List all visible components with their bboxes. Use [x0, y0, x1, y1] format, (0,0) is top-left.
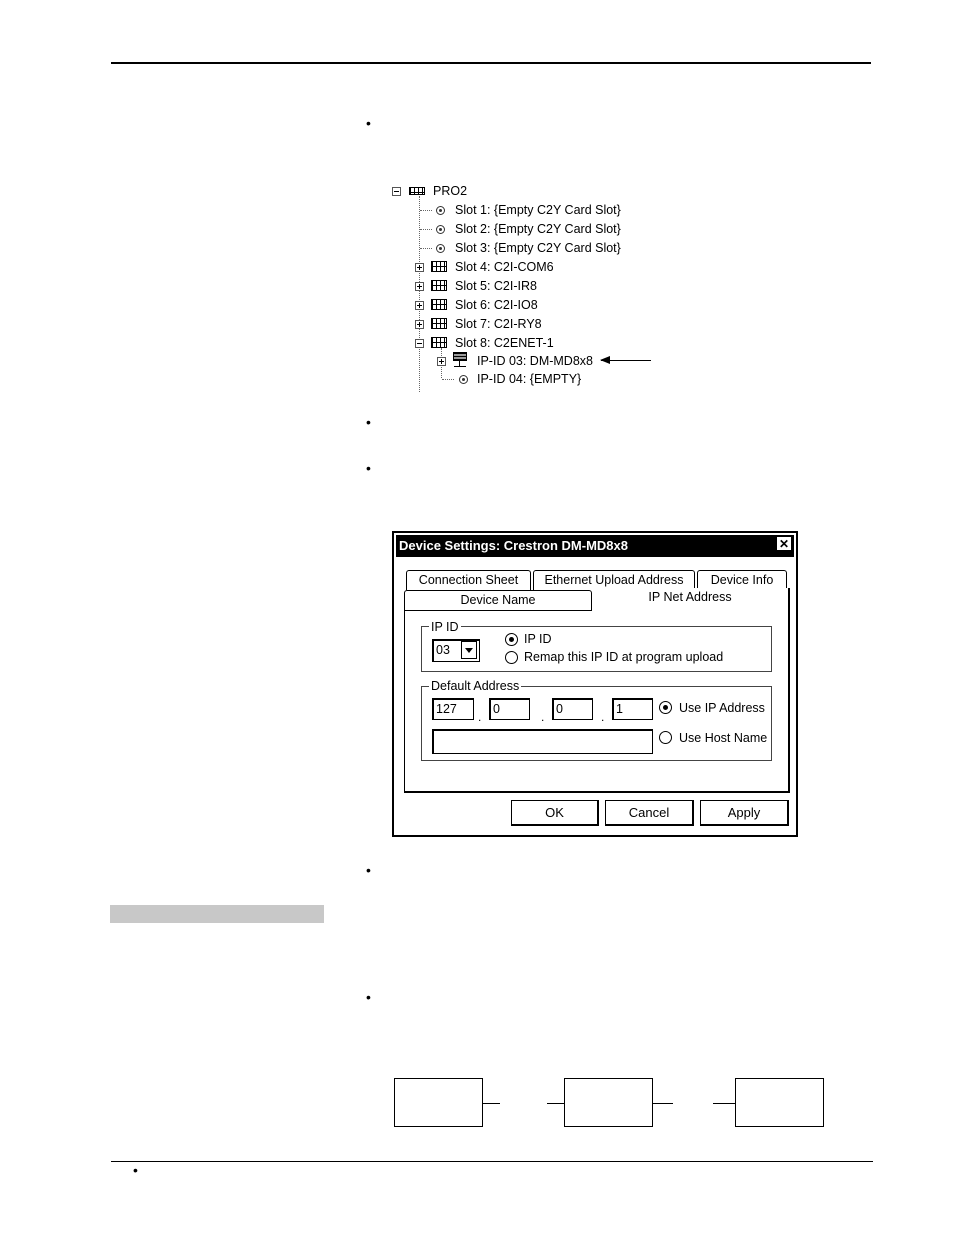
tab-ethernet-upload-address[interactable]: Ethernet Upload Address — [533, 570, 695, 590]
diagram-connector — [653, 1103, 673, 1104]
collapse-root-icon[interactable] — [392, 187, 401, 196]
ip-separator: . — [541, 710, 545, 724]
radio-use-host-name[interactable] — [659, 731, 672, 744]
ip-separator: . — [478, 710, 482, 724]
expand-ipid-03-icon[interactable] — [437, 357, 446, 366]
radio-remap-ip-id[interactable] — [505, 651, 518, 664]
card-icon — [431, 337, 447, 348]
radio-ip-id-label: IP ID — [524, 632, 552, 646]
tab-device-name[interactable]: Device Name — [404, 590, 592, 611]
host-name-input[interactable] — [432, 729, 653, 754]
diagram-box-2 — [564, 1078, 653, 1127]
diagram-box-1 — [394, 1078, 483, 1127]
branch — [442, 379, 454, 380]
system-tree — [388, 182, 658, 392]
cancel-button[interactable]: Cancel — [605, 800, 694, 826]
diagram-box-3 — [735, 1078, 824, 1127]
ip-id-group-title: IP ID — [431, 620, 459, 634]
diagram-connector — [547, 1103, 564, 1104]
expand-slot-4-icon[interactable] — [415, 263, 424, 272]
card-icon — [431, 280, 447, 291]
network-device-base — [454, 366, 466, 367]
tree-root-label[interactable]: PRO2 — [433, 184, 468, 198]
radio-ip-id[interactable] — [505, 633, 518, 646]
ip-octet-3-input[interactable]: 0 — [552, 698, 593, 720]
card-icon — [431, 299, 447, 310]
card-icon — [431, 318, 447, 329]
ip-id-select[interactable]: 03 — [432, 639, 480, 662]
radio-use-host-name-label: Use Host Name — [679, 731, 768, 745]
radio-remap-label: Remap this IP ID at program upload — [524, 650, 724, 664]
tree-item-slot-7[interactable]: Slot 7: C2I-RY8 — [455, 317, 542, 331]
apply-button[interactable]: Apply — [700, 800, 789, 826]
empty-slot-icon — [459, 375, 468, 384]
empty-slot-icon — [436, 225, 445, 234]
diagram-connector — [483, 1103, 500, 1104]
tree-item-slot-1[interactable]: Slot 1: {Empty C2Y Card Slot} — [455, 203, 621, 217]
expand-slot-6-icon[interactable] — [415, 301, 424, 310]
ip-octet-1-input[interactable]: 127 — [432, 698, 474, 720]
header-rule — [111, 62, 871, 64]
tree-item-slot-4[interactable]: Slot 4: C2I-COM6 — [455, 260, 554, 274]
chevron-down-icon[interactable] — [461, 641, 477, 659]
branch — [420, 229, 432, 230]
ip-octet-2-input[interactable]: 0 — [489, 698, 530, 720]
bullet-3: • — [366, 460, 371, 476]
bullet-4: • — [366, 862, 371, 878]
network-device-icon — [453, 352, 467, 361]
close-icon[interactable]: ✕ — [776, 536, 792, 551]
ip-separator: . — [601, 710, 605, 724]
ok-button[interactable]: OK — [511, 800, 599, 826]
tree-item-slot-6[interactable]: Slot 6: C2I-IO8 — [455, 298, 538, 312]
diagram-connector — [713, 1103, 735, 1104]
tree-item-ipid-04[interactable]: IP-ID 04: {EMPTY} — [477, 372, 582, 386]
device-settings-dialog — [392, 531, 798, 837]
expand-slot-7-icon[interactable] — [415, 320, 424, 329]
branch — [420, 210, 432, 211]
bullet-2: • — [366, 414, 371, 430]
bullet-5: • — [366, 989, 371, 1005]
tree-item-slot-3[interactable]: Slot 3: {Empty C2Y Card Slot} — [455, 241, 621, 255]
tab-connection-sheet[interactable]: Connection Sheet — [406, 570, 531, 590]
tree-item-slot-2[interactable]: Slot 2: {Empty C2Y Card Slot} — [455, 222, 621, 236]
tree-item-slot-8[interactable]: Slot 8: C2ENET-1 — [455, 336, 554, 350]
empty-slot-icon — [436, 244, 445, 253]
ip-octet-4-input[interactable]: 1 — [612, 698, 653, 720]
pointer-arrow-head — [600, 356, 610, 364]
empty-slot-icon — [436, 206, 445, 215]
tab-ip-net-address[interactable]: IP Net Address — [592, 588, 790, 608]
dialog-title: Device Settings: Crestron DM-MD8x8 — [396, 535, 794, 557]
sidebar-heading-bar — [110, 905, 324, 923]
tree-trunk — [419, 196, 420, 392]
tree-item-ipid-03[interactable]: IP-ID 03: DM-MD8x8 — [477, 354, 593, 368]
bullet-1: • — [366, 115, 371, 131]
tree-item-slot-5[interactable]: Slot 5: C2I-IR8 — [455, 279, 537, 293]
processor-icon — [409, 187, 425, 195]
default-address-group-title: Default Address — [431, 679, 520, 693]
radio-use-ip-address-label: Use IP Address — [679, 701, 765, 715]
tab-device-info[interactable]: Device Info — [697, 570, 787, 590]
branch — [420, 248, 432, 249]
collapse-slot-8-icon[interactable] — [415, 339, 424, 348]
footer-rule — [111, 1161, 873, 1162]
expand-slot-5-icon[interactable] — [415, 282, 424, 291]
footer-bullet: • — [133, 1162, 138, 1178]
card-icon — [431, 261, 447, 272]
radio-use-ip-address[interactable] — [659, 701, 672, 714]
